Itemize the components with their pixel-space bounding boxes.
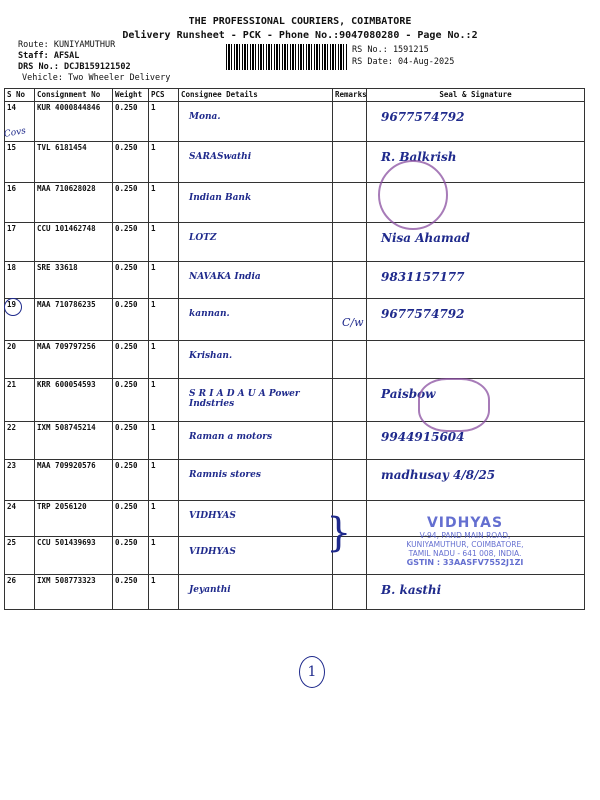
row-remarks [333, 379, 367, 422]
col-consignment: Consignment No [35, 89, 113, 102]
row-pcs: 1 [149, 223, 179, 262]
row-sno: 14 [5, 102, 35, 142]
row-consignee: Mona. [179, 102, 333, 142]
row-remarks [333, 575, 367, 610]
row-sno: 20 [5, 341, 35, 379]
col-signature: Seal & Signature [367, 89, 585, 102]
row-weight: 0.250 [113, 183, 149, 223]
row-remarks [333, 460, 367, 501]
rs-number: RS No.: 1591215 [352, 45, 429, 55]
row-pcs: 1 [149, 183, 179, 223]
col-weight: Weight [113, 89, 149, 102]
row-sno: 24 [5, 501, 35, 537]
row-weight: 0.250 [113, 537, 149, 575]
row-signature: 9677574792 [367, 102, 585, 142]
stamp-line-2: KUNIYAMUTHUR, COIMBATORE, [406, 540, 524, 549]
row-sno: 26 [5, 575, 35, 610]
row-remarks [333, 262, 367, 299]
page-number-mark: 1 [299, 656, 325, 688]
row-pcs: 1 [149, 102, 179, 142]
stamp-name: VIDHYAS [426, 515, 504, 531]
row-pcs: 1 [149, 341, 179, 379]
row-signature: madhusay 4/8/25 [367, 460, 585, 501]
col-consignee: Consignee Details [179, 89, 333, 102]
row-sno: 19 [5, 299, 35, 341]
row-pcs: 1 [149, 299, 179, 341]
row-signature: 9944915604 [367, 422, 585, 460]
side-note: Covs [3, 126, 27, 140]
row-consignee: VIDHYAS [179, 501, 333, 537]
row-pcs: 1 [149, 142, 179, 183]
row-sno: 18 [5, 262, 35, 299]
row-weight: 0.250 [113, 341, 149, 379]
row-weight: 0.250 [113, 575, 149, 610]
company-stamp [360, 515, 570, 567]
row-consignee: LOTZ [179, 223, 333, 262]
stamp-line-3: TAMIL NADU - 641 008, INDIA. [408, 549, 522, 558]
table-header-row [5, 89, 585, 102]
row-weight: 0.250 [113, 102, 149, 142]
row-sno: 25 [5, 537, 35, 575]
row-weight: 0.250 [113, 379, 149, 422]
table-row [5, 102, 585, 142]
row-sno: 16 [5, 183, 35, 223]
staff-label: Staff: AFSAL [18, 51, 80, 61]
row-consignment-no: CCU 501439693 [35, 537, 113, 575]
row-consignment-no: MAA 710786235 [35, 299, 113, 341]
row-remarks [333, 422, 367, 460]
row-consignee: VIDHYAS [179, 537, 333, 575]
row-remarks [333, 102, 367, 142]
row-remarks [333, 341, 367, 379]
row-signature: Paisbow [367, 379, 585, 422]
row-consignment-no: TRP 2056120 [35, 501, 113, 537]
row-weight: 0.250 [113, 299, 149, 341]
row-pcs: 1 [149, 501, 179, 537]
row-weight: 0.250 [113, 422, 149, 460]
route-label: Route: KUNIYAMUTHUR [18, 40, 116, 50]
row-consignment-no: CCU 101462748 [35, 223, 113, 262]
row-consignee: kannan. [179, 299, 333, 341]
row-pcs: 1 [149, 379, 179, 422]
row-consignment-no: IXM 508745214 [35, 422, 113, 460]
barcode [226, 44, 348, 70]
row-weight: 0.250 [113, 262, 149, 299]
row-signature: 9677574792 [367, 299, 585, 341]
row-remarks [333, 223, 367, 262]
row-consignee: Jeyanthi [179, 575, 333, 610]
table-row [5, 460, 585, 501]
row-consignment-no: KRR 600054593 [35, 379, 113, 422]
runsheet-subtitle: Delivery Runsheet - PCK - Phone No.:9047080280 - Page No.:2 [122, 30, 478, 41]
row-consignee: Ramnis stores [179, 460, 333, 501]
row-consignment-no: IXM 508773323 [35, 575, 113, 610]
clw-note: C/w [342, 316, 364, 329]
circle-mark-19 [4, 298, 22, 316]
row-consignment-no: MAA 710628028 [35, 183, 113, 223]
row-weight: 0.250 [113, 223, 149, 262]
row-consignment-no: MAA 709797256 [35, 341, 113, 379]
rs-date: RS Date: 04-Aug-2025 [352, 57, 455, 67]
company-title: THE PROFESSIONAL COURIERS, COIMBATORE [188, 16, 412, 27]
vehicle-label: Vehicle: Two Wheeler Delivery [22, 73, 171, 83]
row-signature: R. Balkrish [367, 142, 585, 183]
row-consignee: SARASwathi [179, 142, 333, 183]
table-row [5, 223, 585, 262]
table-row [5, 379, 585, 422]
row-signature: Nisa Ahamad [367, 223, 585, 262]
row-sno: 21 [5, 379, 35, 422]
row-consignee: NAVAKA India [179, 262, 333, 299]
row-consignee: Indian Bank [179, 183, 333, 223]
row-pcs: 1 [149, 422, 179, 460]
col-sno: S No [5, 89, 35, 102]
row-signature: 9831157177 [367, 262, 585, 299]
row-signature [367, 341, 585, 379]
row-pcs: 1 [149, 262, 179, 299]
row-consignment-no: SRE 33618 [35, 262, 113, 299]
row-weight: 0.250 [113, 142, 149, 183]
row-sno: 22 [5, 422, 35, 460]
stamp-line-4: GSTIN : 33AASFV7552J1ZI [406, 558, 524, 567]
stamp-line-1: V-94, PAND MAIN ROAD, [419, 531, 511, 540]
row-pcs: 1 [149, 575, 179, 610]
table-row [5, 422, 585, 460]
drs-number: DRS No.: DCJB159121502 [18, 62, 131, 72]
row-pcs: 1 [149, 460, 179, 501]
row-consignment-no: MAA 709920576 [35, 460, 113, 501]
col-remarks: Remarks [333, 89, 367, 102]
brace-mark: } [326, 510, 352, 556]
row-sno: 15 [5, 142, 35, 183]
row-consignment-no: KUR 4000844846 [35, 102, 113, 142]
row-signature: B. kasthi [367, 575, 585, 610]
row-consignee: Raman a motors [179, 422, 333, 460]
round-seal-1 [378, 160, 448, 230]
table-row [5, 262, 585, 299]
table-row [5, 299, 585, 341]
row-sno: 23 [5, 460, 35, 501]
table-row [5, 142, 585, 183]
row-remarks [333, 142, 367, 183]
row-pcs: 1 [149, 537, 179, 575]
table-row [5, 183, 585, 223]
row-consignee: Krishan. [179, 341, 333, 379]
row-consignment-no: TVL 6181454 [35, 142, 113, 183]
col-pcs: PCS [149, 89, 179, 102]
table-row [5, 341, 585, 379]
row-consignee: S R I A D A U A Power Indstries [179, 379, 333, 422]
row-remarks [333, 183, 367, 223]
row-weight: 0.250 [113, 460, 149, 501]
round-seal-2 [418, 378, 490, 432]
row-sno: 17 [5, 223, 35, 262]
row-weight: 0.250 [113, 501, 149, 537]
table-row [5, 575, 585, 610]
